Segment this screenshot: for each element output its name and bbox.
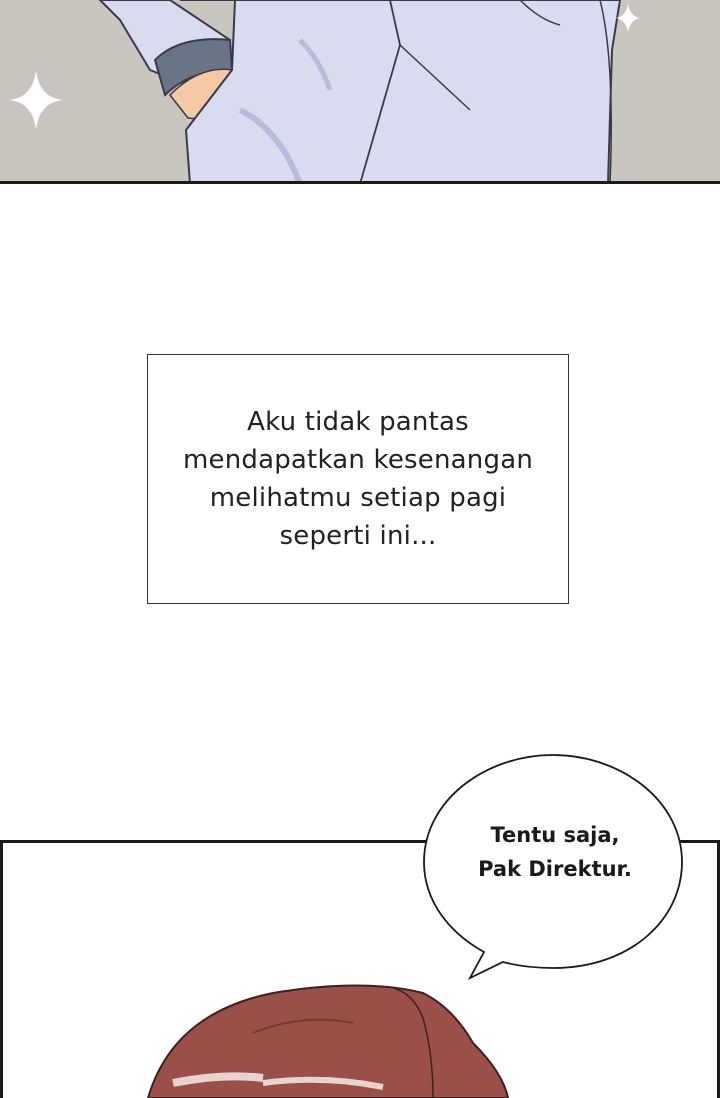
speech-bubble-text: Tentu saja, Pak Direktur. <box>478 823 632 881</box>
narration-caption-text: Aku tidak pantas mendapatkan kesenangan melihatmu setiap pagi seperti ini... <box>182 407 534 551</box>
